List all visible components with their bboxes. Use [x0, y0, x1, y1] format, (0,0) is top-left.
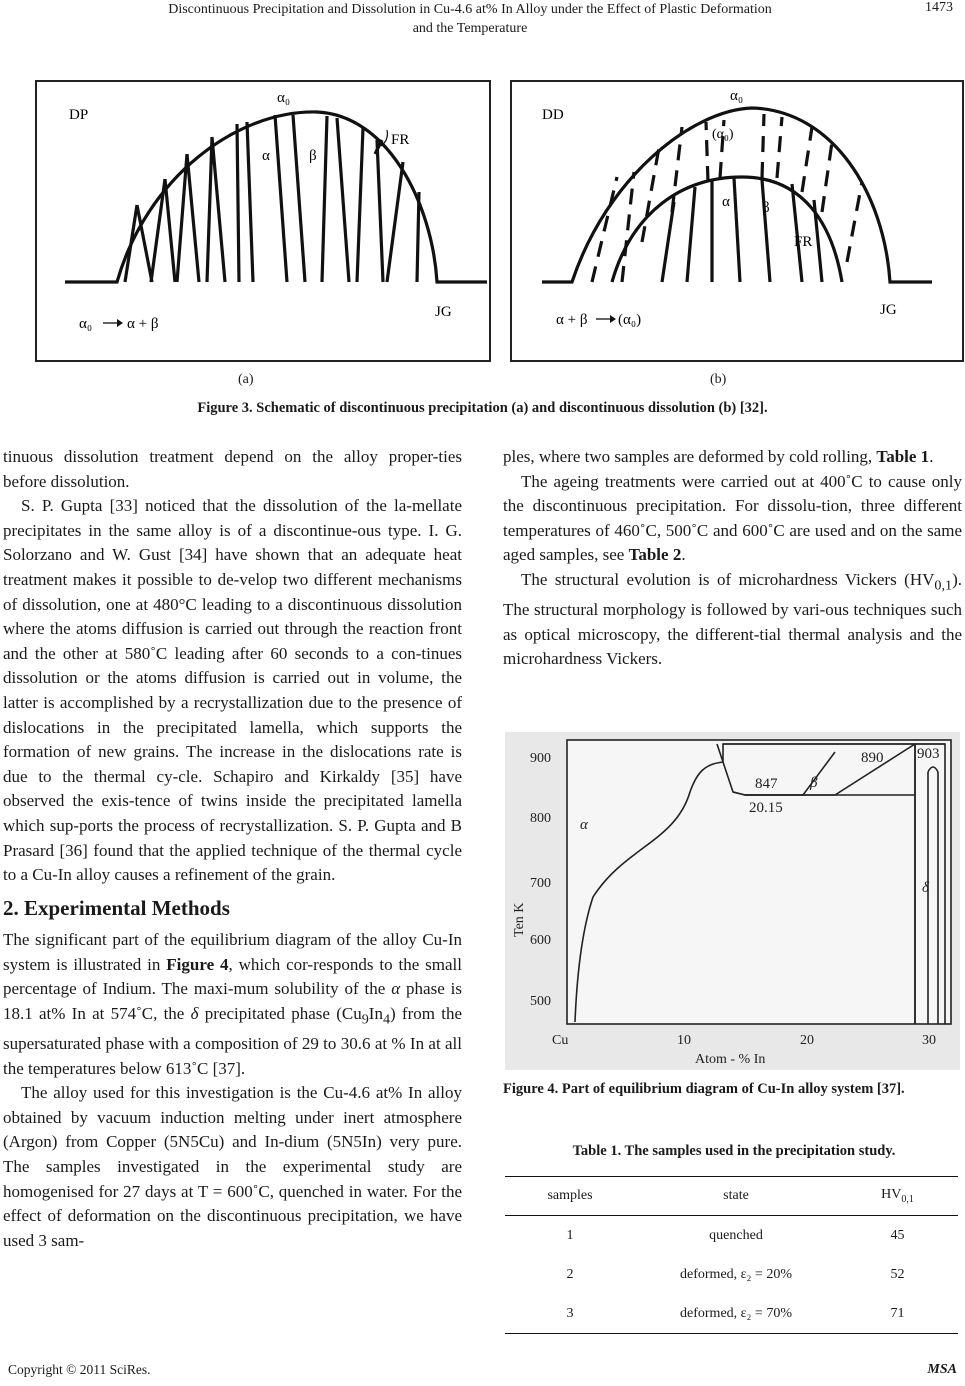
figure4-phase-diagram	[505, 732, 960, 1070]
table1	[505, 1176, 958, 1334]
figure3-panel-a	[35, 80, 491, 362]
table-row	[505, 1255, 958, 1294]
y-tick: 700	[530, 876, 551, 891]
paragraph: S. P. Gupta [33] noticed that the dissolution of the la-mellate precipitates in the same alloy is of a discontinue-ous type. I. G. Solorzano and W. Gust [34] have shown that an adequate heat treatment makes it possible to de-velop two different mechanisms of dissolution, one at 480°C leading to a discontinuous dissolution where the atoms diffusion is carried out through the reaction front and the other at 580˚C leading after 60 seconds to a con-tinues dissolution or the atoms diffusion is carried out in volume, the latter is accomplished by a recrystallization due to the presence of dislocations in the precipitated lamella, which supports the formation of new grains. The increase in the dislocations rate is due to the thermal cy-cle. Schapiro and Kirkaldy [35] have observed the exis-tence of twins inside the precipitated lamella which sup-ports the process of recrystallization. S. P. Gupta and B Prasard [36] found that the applied technique of the thermal cycle to a Cu-In alloy causes a refinement of the grain.	[3, 496, 462, 885]
figure4-caption: Figure 4. Part of equilibrium diagram of Cu-In alloy system [37].	[503, 1081, 905, 1097]
label-beta: β	[762, 200, 770, 216]
y-axis-label: Ten K	[512, 902, 527, 937]
paragraph: The ageing treatments were carried out at 400˚C to cause only the discontinuous precipitation. For dissolu-tion, three different temperatures of 460˚C, 500˚C and 600˚C are used and on the same aged samples, see Table 2.	[503, 471, 962, 565]
figure3-caption: Figure 3. Schematic of discontinuous precipitation (a) and discontinuous dissolution (b) [32].	[197, 400, 768, 416]
section-heading: 2. Experimental Methods	[3, 895, 230, 920]
annotation-847: 847	[755, 776, 778, 792]
table-cell: deformed, ε₂ = 20%	[680, 1266, 792, 1282]
journal-footer: MSA	[927, 1362, 957, 1377]
table-cell: 3	[566, 1305, 574, 1321]
table-cell: 1	[566, 1227, 574, 1243]
running-header	[60, 0, 880, 38]
annotation-2015: 20.15	[749, 800, 783, 816]
phase-beta-label: β	[810, 775, 818, 791]
y-tick: 500	[530, 994, 551, 1009]
table-cell: 52	[890, 1266, 905, 1282]
annotation-903: 903	[917, 746, 940, 762]
header-title-line1: Discontinuous Precipitation and Dissolution in Cu-4.6 at% In Alloy under the Effect of Plastic Deformation	[168, 2, 772, 17]
x-tick: 30	[922, 1033, 936, 1048]
header-title-line2: and the Temperature	[412, 21, 528, 36]
label-jg: JG	[435, 304, 452, 320]
arrow-icon	[596, 315, 616, 323]
copyright-footer: Copyright © 2011 SciRes.	[8, 1362, 151, 1377]
x-tick: 20	[800, 1033, 814, 1048]
label-alpha: α	[262, 148, 270, 164]
table-row	[505, 1294, 958, 1334]
table1-caption: Table 1. The samples used in the precipitation study.	[572, 1143, 896, 1159]
table-cell: deformed, ε₂ = 70%	[680, 1305, 792, 1321]
table-ref-link[interactable]: Table 1	[876, 447, 930, 466]
label-fr: FR	[794, 234, 813, 250]
table-ref-link[interactable]: Table 2	[628, 545, 682, 565]
phase-alpha-label: α	[580, 817, 588, 833]
paragraph: The alloy used for this investigation is the Cu-4.6 at% In alloy obtained by vacuum induction melting under inert atmosphere (Argon) from Copper (5N5Cu) and In-dium (5N5In) very pure. The samples investigated in the experimental study are homogenised for 27 days at T = 600˚C, quenched in water. For the effect of deformation on the discontinuous precipitation, we have used 3 sam-	[3, 1083, 462, 1250]
label-alpha: α	[722, 194, 730, 210]
label-beta: β	[309, 148, 317, 164]
y-tick: 600	[530, 933, 551, 948]
reaction-right: α + β	[127, 316, 159, 332]
x-tick: Cu	[552, 1033, 569, 1048]
right-column	[503, 445, 962, 672]
paragraph: ples, where two samples are deformed by cold rolling, Table 1.	[503, 447, 934, 466]
left-column	[3, 445, 462, 1253]
x-axis-label: Atom - % In	[695, 1052, 766, 1067]
table-cell: quenched	[709, 1227, 763, 1243]
x-tick: 10	[677, 1033, 691, 1048]
label-fr: FR	[391, 132, 410, 148]
label-dd: DD	[542, 107, 564, 123]
label-alpha0: α₀	[730, 88, 744, 104]
y-tick: 800	[530, 811, 551, 826]
table-cell: 45	[890, 1227, 905, 1243]
figure3-a-diagram	[37, 82, 489, 360]
column-header: samples	[547, 1187, 593, 1203]
table-cell: 71	[890, 1305, 905, 1321]
phase-diagram-svg	[505, 732, 960, 1070]
column-header: state	[723, 1187, 749, 1203]
figure3-a-label: (a)	[238, 372, 254, 387]
table-header-row	[505, 1176, 958, 1216]
paragraph: The significant part of the equilibrium diagram of the alloy Cu-In system is illustrated in Figure 4, which cor-responds to the small percentage of Indium. The maxi-mum solubility of the α phase is 18.1 at% In at 574˚C, the δ precipitated phase $(Cu_9In_4)$ from the supersaturated phase with a composition of 29 to 30.6 at % In at all the temperatures below 613˚C [37].	[3, 930, 463, 1078]
paragraph: tinuous dissolution treatment depend on the alloy proper-ties before dissolution.	[3, 447, 462, 491]
figure3-panel-b	[510, 80, 964, 362]
paragraph: The structural evolution is of microhardness Vickers $(HV_{0,1})$. The structural morphology is followed by vari-ous techniques such as optical microscopy, the different-tial thermal analysis and the microhardness Vickers.	[503, 569, 962, 669]
reaction-left: α₀	[79, 316, 93, 332]
y-tick: 900	[530, 751, 551, 766]
label-dp: DP	[69, 107, 89, 123]
figure-ref-link[interactable]: Figure 4	[166, 954, 229, 974]
table-cell: 2	[566, 1266, 574, 1282]
phase-delta-label: δ	[922, 880, 929, 896]
label-alpha0: α₀	[277, 90, 291, 106]
figure3-b-label: (b)	[710, 372, 727, 387]
reaction-right: (α₀)	[618, 312, 642, 328]
label-jg: JG	[880, 302, 897, 318]
arrow-icon	[103, 319, 123, 327]
column-header: $HV_{0,1}$	[881, 1186, 914, 1205]
figure3-b-diagram	[512, 82, 962, 360]
label-alpha0-paren: (α₀)	[712, 127, 734, 142]
annotation-890: 890	[861, 750, 884, 766]
reaction-left: α + β	[556, 312, 588, 328]
table-row	[505, 1216, 958, 1256]
page-number: 1473	[925, 0, 953, 15]
